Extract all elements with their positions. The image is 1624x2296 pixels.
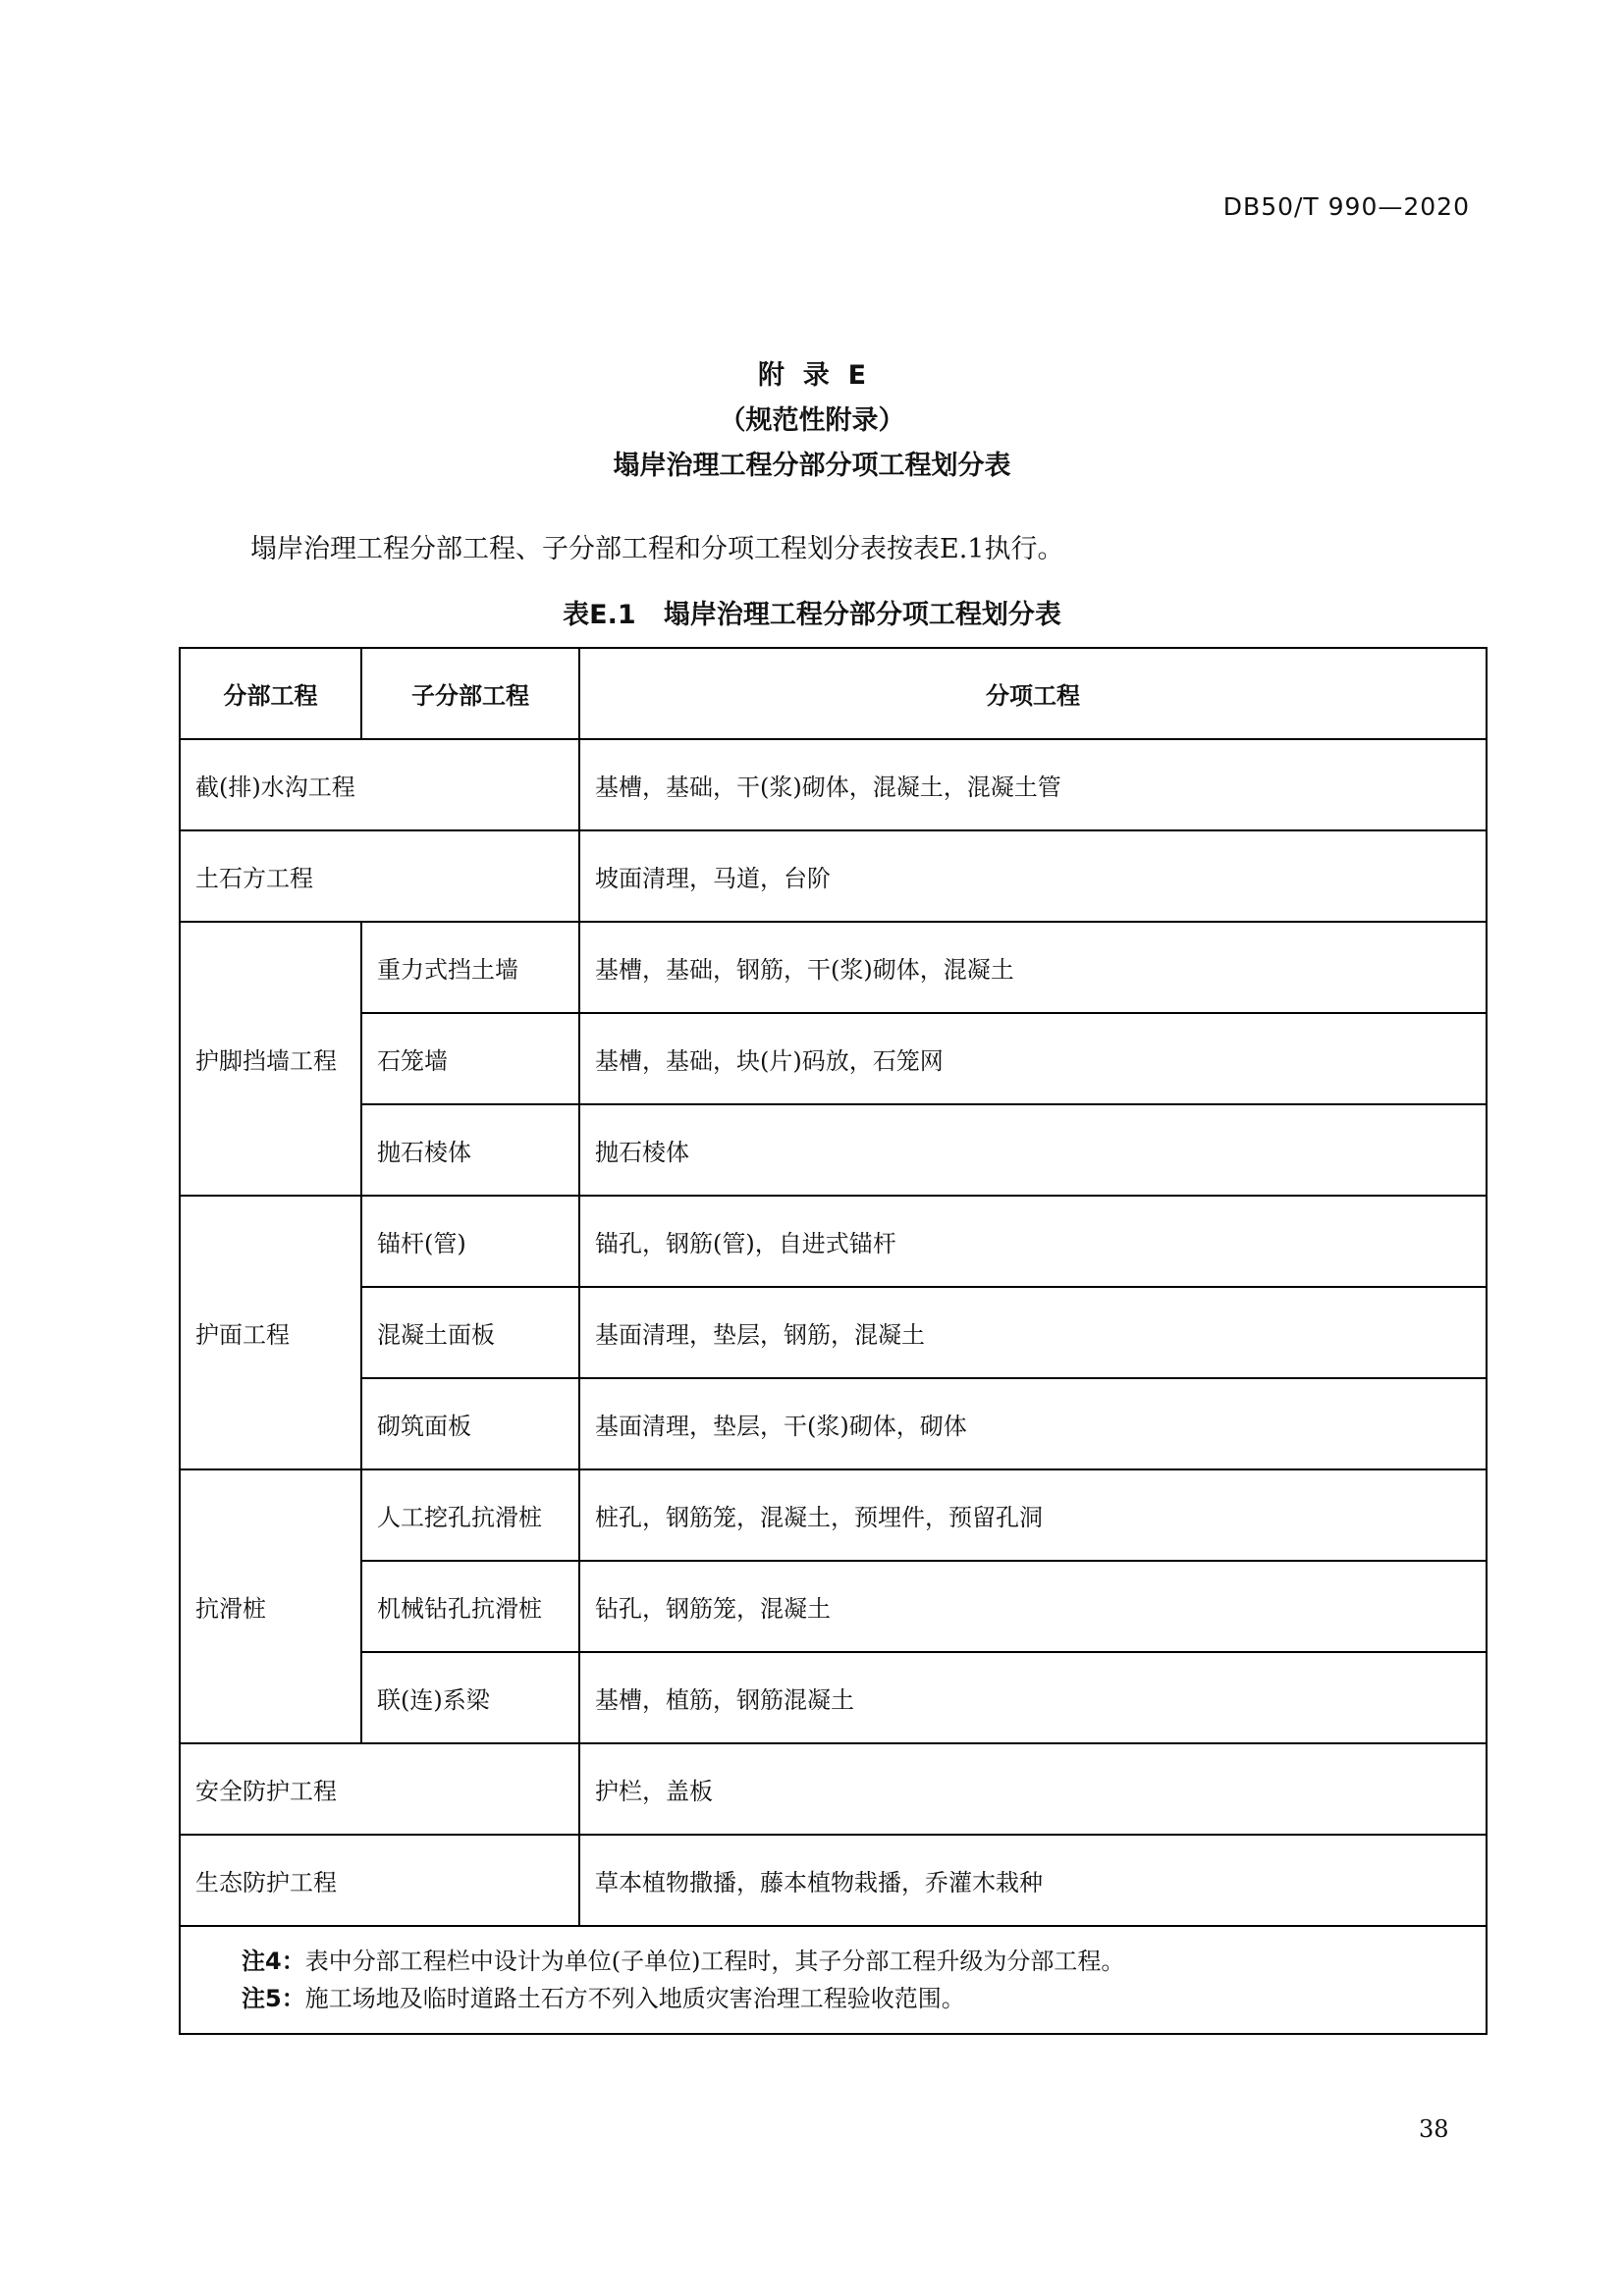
table-row: [180, 1013, 1487, 1104]
table-row: [180, 1104, 1487, 1196]
appendix-heading: [0, 353, 1624, 489]
items-cell: 基槽，基础，块(片)码放，石笼网: [579, 1013, 1487, 1104]
subdivision-cell: 重力式挡土墙: [361, 922, 579, 1013]
items-cell: 钻孔，钢筋笼，混凝土: [579, 1561, 1487, 1652]
note-text: 施工场地及临时道路土石方不列入地质灾害治理工程验收范围。: [304, 1985, 965, 2012]
items-cell: 基槽，植筋，钢筋混凝土: [579, 1652, 1487, 1743]
subdivision-cell: 石笼墙: [361, 1013, 579, 1104]
subdivision-cell: 砌筑面板: [361, 1378, 579, 1469]
subdivision-cell: 机械钻孔抗滑桩: [361, 1561, 579, 1652]
items-cell: 基槽，基础，干(浆)砌体，混凝土，混凝土管: [579, 739, 1487, 830]
division-cell: 截(排)水沟工程: [180, 739, 579, 830]
note-text: 表中分部工程栏中设计为单位(子单位)工程时，其子分部工程升级为分部工程。: [304, 1948, 1125, 1975]
table-row: [180, 1469, 1487, 1561]
note-label: 注5：: [242, 1985, 305, 2012]
table-row: [180, 739, 1487, 830]
items-cell: 基面清理，垫层，干(浆)砌体，砌体: [579, 1378, 1487, 1469]
table-row: [180, 922, 1487, 1013]
subdivision-cell: 联(连)系梁: [361, 1652, 579, 1743]
note-item: [242, 1980, 1486, 2017]
subdivision-cell: 人工挖孔抗滑桩: [361, 1469, 579, 1561]
table-row: [180, 1378, 1487, 1469]
items-cell: 抛石棱体: [579, 1104, 1487, 1196]
items-cell: 护栏，盖板: [579, 1743, 1487, 1835]
division-cell: 土石方工程: [180, 830, 579, 922]
table-header-row: [180, 648, 1487, 739]
notes-row: [180, 1926, 1487, 2034]
items-cell: 桩孔，钢筋笼，混凝土，预埋件，预留孔洞: [579, 1469, 1487, 1561]
note-item: [242, 1943, 1486, 1980]
appendix-type: （规范性附录）: [719, 405, 905, 436]
division-cell: 抗滑桩: [180, 1469, 361, 1743]
appendix-title: 塌岸治理工程分部分项工程划分表: [613, 451, 1011, 481]
document-code: DB50/T 990—2020: [1222, 192, 1470, 221]
intro-paragraph: 塌岸治理工程分部工程、子分部工程和分项工程划分表按表E.1执行。: [250, 534, 1064, 564]
division-cell: 安全防护工程: [180, 1743, 579, 1835]
subdivision-cell: 混凝土面板: [361, 1287, 579, 1378]
header-items: 分项工程: [579, 648, 1487, 739]
table-row: [180, 1652, 1487, 1743]
notes-cell: [180, 1926, 1487, 2034]
table-row: [180, 1287, 1487, 1378]
table-caption: 表E.1 塌岸治理工程分部分项工程划分表: [563, 600, 1061, 630]
header-division: 分部工程: [180, 648, 361, 739]
items-cell: 基面清理，垫层，钢筋，混凝土: [579, 1287, 1487, 1378]
table-row: [180, 1743, 1487, 1835]
items-cell: 草本植物撒播，藤本植物栽播，乔灌木栽种: [579, 1835, 1487, 1926]
header-subdivision: 子分部工程: [361, 648, 579, 739]
division-table: [179, 647, 1488, 2035]
subdivision-cell: 锚杆(管): [361, 1196, 579, 1287]
division-cell: 护脚挡墙工程: [180, 922, 361, 1196]
page-number: 38: [1419, 2115, 1449, 2143]
subdivision-cell: 抛石棱体: [361, 1104, 579, 1196]
table-row: [180, 1561, 1487, 1652]
note-label: 注4：: [242, 1948, 305, 1975]
division-cell: 生态防护工程: [180, 1835, 579, 1926]
items-cell: 基槽，基础，钢筋，干(浆)砌体，混凝土: [579, 922, 1487, 1013]
table-row: [180, 830, 1487, 922]
table-row: [180, 1196, 1487, 1287]
items-cell: 锚孔，钢筋(管)，自进式锚杆: [579, 1196, 1487, 1287]
division-cell: 护面工程: [180, 1196, 361, 1469]
appendix-label: 附 录 E: [757, 360, 867, 391]
table-row: [180, 1835, 1487, 1926]
items-cell: 坡面清理，马道，台阶: [579, 830, 1487, 922]
